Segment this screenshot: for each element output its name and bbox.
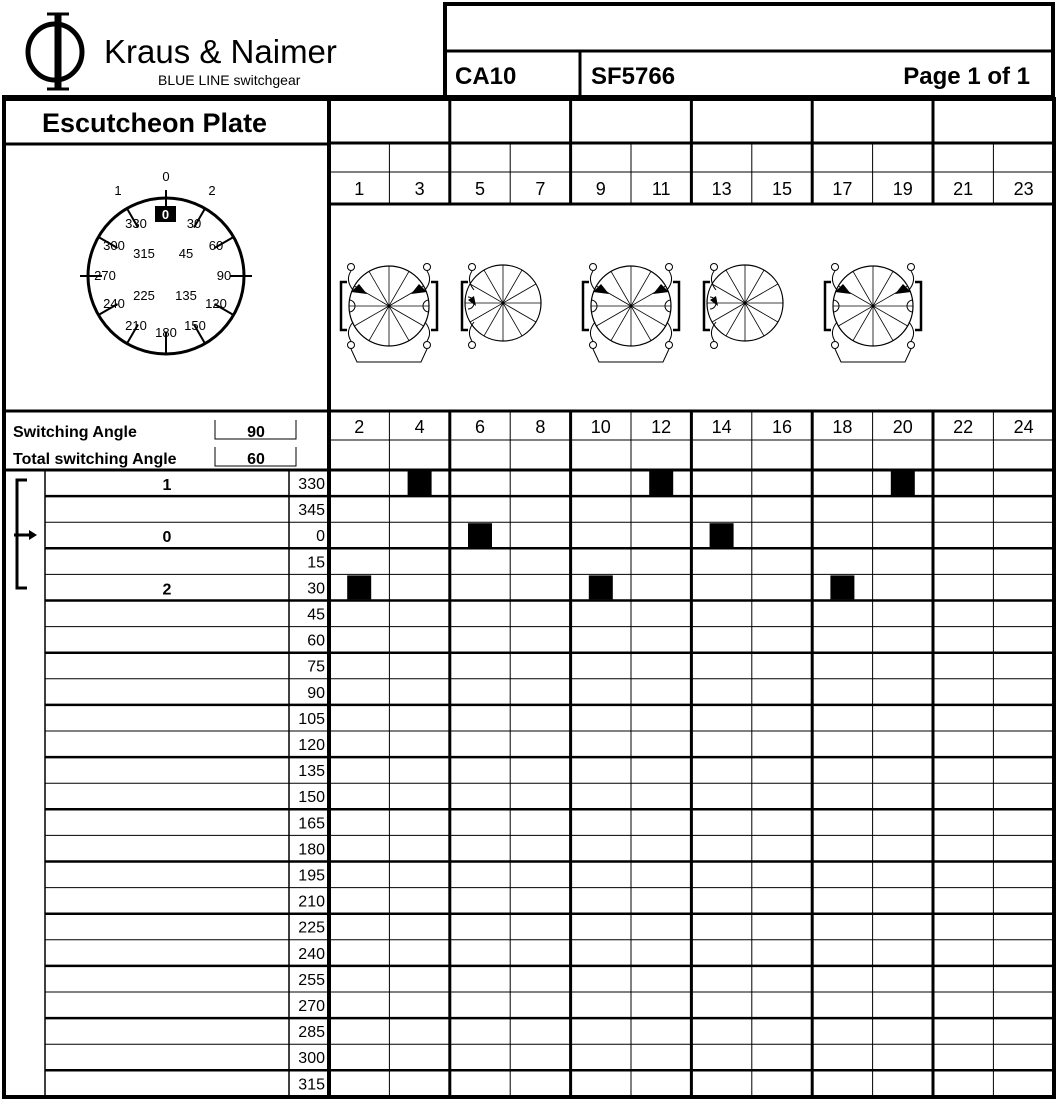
angle-value: 120 (298, 737, 325, 754)
closed-contact-marker (710, 523, 734, 547)
current-position-arrow-icon (29, 530, 37, 540)
terminal-number: 8 (535, 417, 546, 437)
terminal-number: 4 (414, 417, 425, 437)
terminal-number: 17 (832, 179, 853, 199)
dial-position-label: 1 (114, 183, 122, 198)
closed-contact-marker (408, 471, 432, 495)
terminal-number: 16 (771, 417, 793, 437)
switch-position-label: 1 (162, 477, 172, 494)
angle-value: 150 (298, 789, 325, 807)
terminal-number: 10 (590, 417, 611, 437)
contact-grid (45, 99, 1054, 1097)
dial-angle-label: 120 (205, 296, 227, 311)
angle-value: 225 (298, 919, 325, 937)
dial-angle-label: 60 (208, 238, 224, 253)
closed-contact-marker (830, 575, 854, 599)
terminal-number: 14 (711, 417, 732, 437)
model-code: CA10 (455, 63, 517, 90)
switching-angle-block (13, 420, 296, 468)
dial-angle-label: 270 (94, 268, 116, 283)
angle-value: 345 (298, 502, 325, 520)
angle-value: 330 (298, 476, 325, 493)
angle-value: 270 (298, 998, 325, 1015)
angle-value: 90 (307, 684, 325, 702)
brand-name: Kraus & Naimer (104, 33, 337, 70)
angle-value: 15 (307, 554, 325, 572)
dial-angle-label: 330 (125, 216, 147, 231)
dial-angle-label: 30 (186, 216, 202, 231)
angle-value: 45 (307, 606, 325, 624)
angle-value: 315 (298, 1076, 325, 1094)
terminal-number: 12 (651, 417, 672, 437)
terminal-number: 2 (354, 417, 365, 437)
switch-position-label: 0 (162, 529, 172, 547)
angle-rows (298, 476, 325, 1093)
active-position-label: 0 (161, 207, 170, 222)
angle-value: 105 (298, 710, 325, 728)
main-frame (4, 99, 1054, 1097)
angle-value: 195 (298, 867, 325, 885)
position-range-bracket (14, 480, 37, 588)
angle-value: 240 (298, 945, 325, 963)
dial-angle-label: 210 (125, 318, 147, 333)
dial-angle-label: 135 (175, 288, 197, 303)
angle-value: 165 (298, 815, 325, 833)
dial-angle-label: 225 (133, 288, 155, 303)
switch-position-label: 2 (162, 581, 172, 599)
dial-angle-label: 180 (155, 325, 177, 340)
closed-contact-marker (589, 575, 613, 599)
terminal-number: 11 (651, 179, 671, 199)
terminal-number: 3 (414, 179, 425, 199)
angle-value: 135 (298, 763, 325, 781)
terminal-number: 19 (892, 179, 913, 199)
closed-contact-marker (347, 575, 371, 599)
dial-angle-label: 150 (184, 318, 206, 333)
terminal-number: 6 (474, 417, 486, 437)
angle-value: 0 (316, 528, 325, 546)
terminal-number: 7 (535, 179, 546, 199)
closed-contact-marker (649, 471, 673, 495)
company-logo (28, 14, 337, 90)
terminal-number: 18 (832, 417, 853, 437)
total-switching-angle-value: 60 (247, 451, 265, 468)
terminal-number: 22 (953, 417, 974, 437)
escutcheon-dial (80, 169, 252, 354)
switching-angle-label: Switching Angle (13, 424, 137, 441)
brand-tagline: BLUE LINE switchgear (158, 72, 301, 88)
terminal-number: 15 (771, 179, 793, 199)
dial-angle-label: 240 (103, 296, 125, 311)
contact-diagrams (341, 264, 921, 363)
angle-value: 30 (307, 580, 325, 598)
dial-angle-label: 90 (216, 268, 232, 283)
terminal-number: 20 (892, 417, 913, 437)
switching-angle-value: 90 (247, 424, 265, 441)
dial-angle-label: 300 (103, 238, 125, 253)
dial-position-label: 0 (162, 169, 170, 184)
closed-contact-marker (891, 471, 915, 495)
page-indicator: Page 1 of 1 (903, 63, 1030, 90)
terminal-number: 5 (474, 179, 486, 199)
angle-value: 285 (298, 1024, 325, 1042)
angle-value: 300 (298, 1050, 325, 1068)
terminal-number: 13 (711, 179, 732, 199)
angle-value: 180 (298, 841, 325, 859)
terminal-number: 21 (953, 179, 974, 199)
dial-angle-label: 315 (133, 246, 155, 261)
dial-position-label: 2 (208, 183, 216, 198)
angle-value: 255 (298, 971, 325, 989)
closed-contact-marker (468, 523, 492, 547)
drawing-number: SF5766 (591, 63, 676, 90)
angle-value: 210 (298, 893, 325, 911)
total-switching-angle-label: Total switching Angle (13, 451, 177, 468)
section-title: Escutcheon Plate (42, 108, 268, 138)
angle-value: 75 (307, 658, 325, 676)
angle-value: 60 (307, 632, 325, 650)
terminal-number: 23 (1013, 179, 1034, 199)
dial-angle-label: 45 (178, 246, 194, 261)
terminal-number: 24 (1013, 417, 1034, 437)
terminal-number: 9 (595, 179, 606, 199)
terminal-number: 1 (354, 179, 365, 199)
